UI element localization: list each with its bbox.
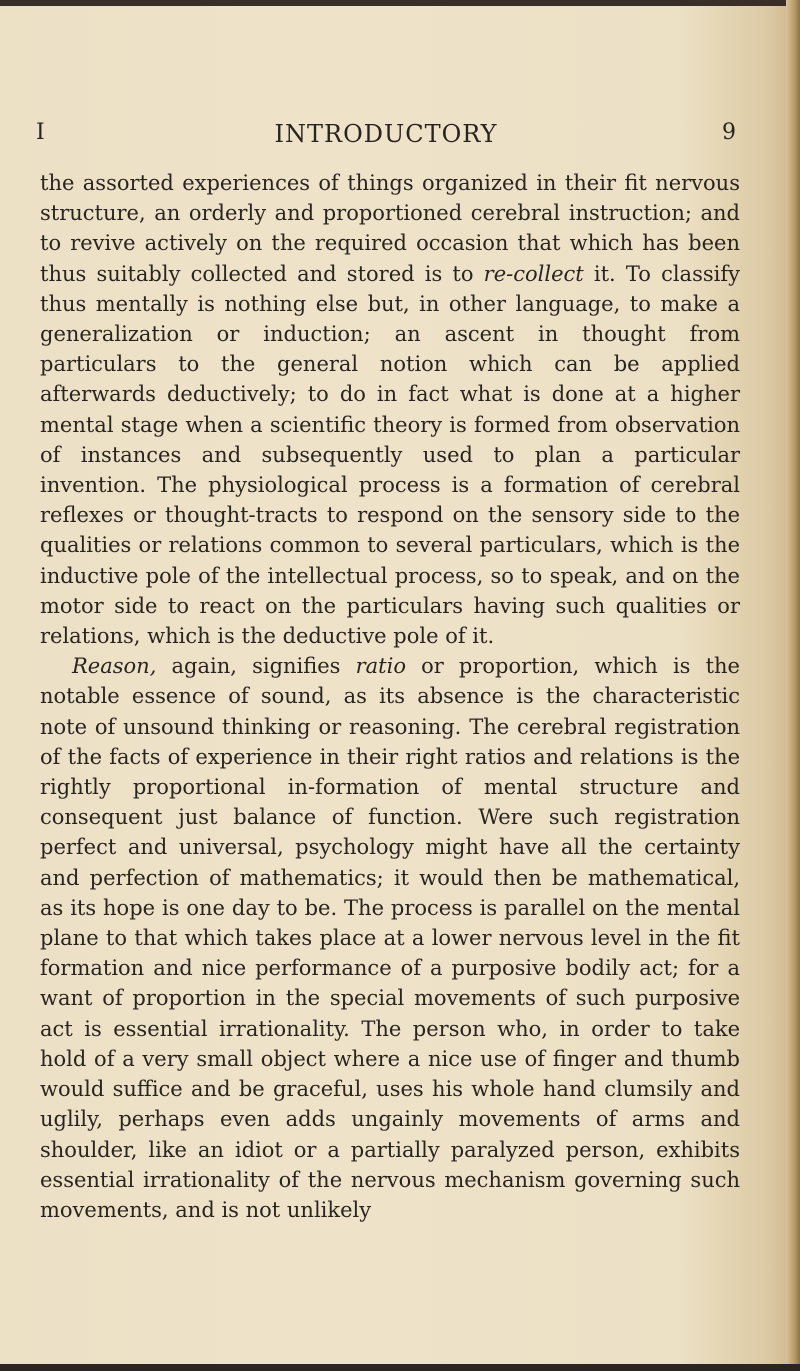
- text-segment: it. To classify thus mentally is nothing else but, in other language, to make a generalization or induction; an ascent in thought from particulars to the general notion which can be applied afterwards deductively; to do in fact what is done at a higher mental stage when a scientific theory is formed from observation of instances and subsequently used to plan a particular invention. The physiological process is a formation of cerebral reflexes or thought-tracts to respond on the sensory side to the qualities or relations common to several particulars, which is the inductive pole of the intellectual process, so to speak, and on the motor side to react on the particulars having such qualities or relations, which is the deductive pole of it.: [40, 261, 740, 649]
- paragraph: [40, 651, 740, 1225]
- text-segment: again, signifies: [156, 654, 356, 679]
- bottom-edge-shadow: [0, 1364, 800, 1371]
- italic-term: ratio: [355, 654, 406, 679]
- chapter-number: I: [36, 120, 45, 145]
- text-segment: or proportion, which is the notable essence of sound, as its absence is the characteristic note of unsound thinking or reasoning. The cerebral registration of the facts of experience in their right ratios and relations is the rightly proportional in-formation of mental structure and consequent just balance of function. Were such registration perfect and universal, psychology might have all the certainty and perfection of mathematics; it would then be mathematical, as its hope is one day to be. The process is parallel on the mental plane to that which takes place at a lower nervous level in the fit formation and nice performance of a purposive bodily act; for a want of proportion in the special movements of such purposive act is essential irrationality. The person who, in order to take hold of a very small object where a nice use of finger and thumb would suffice and be graceful, uses his whole hand clumsily and uglily, perhaps even adds ungainly movements of arms and shoulder, like an idiot or a partially paralyzed person, exhibits essential irrationality of the nervous mechanism governing such movements, and is not unlikely: [40, 654, 740, 1222]
- running-title: INTRODUCTORY: [274, 120, 498, 148]
- top-edge-shadow: [0, 0, 800, 6]
- running-header: [36, 120, 736, 150]
- page-number: 9: [722, 120, 736, 145]
- page-edge: [786, 0, 800, 1371]
- body-text: [40, 168, 740, 1225]
- paragraph: [40, 168, 740, 651]
- italic-term: Reason,: [72, 654, 157, 679]
- italic-term: re-collect: [483, 261, 584, 286]
- text-segment: the assorted experiences of things organized in their fit nervous structure, an orderly and proportioned cerebral instruction; and to revive actively on the required occasion that which has been thus suitably collected and stored is to: [40, 171, 740, 286]
